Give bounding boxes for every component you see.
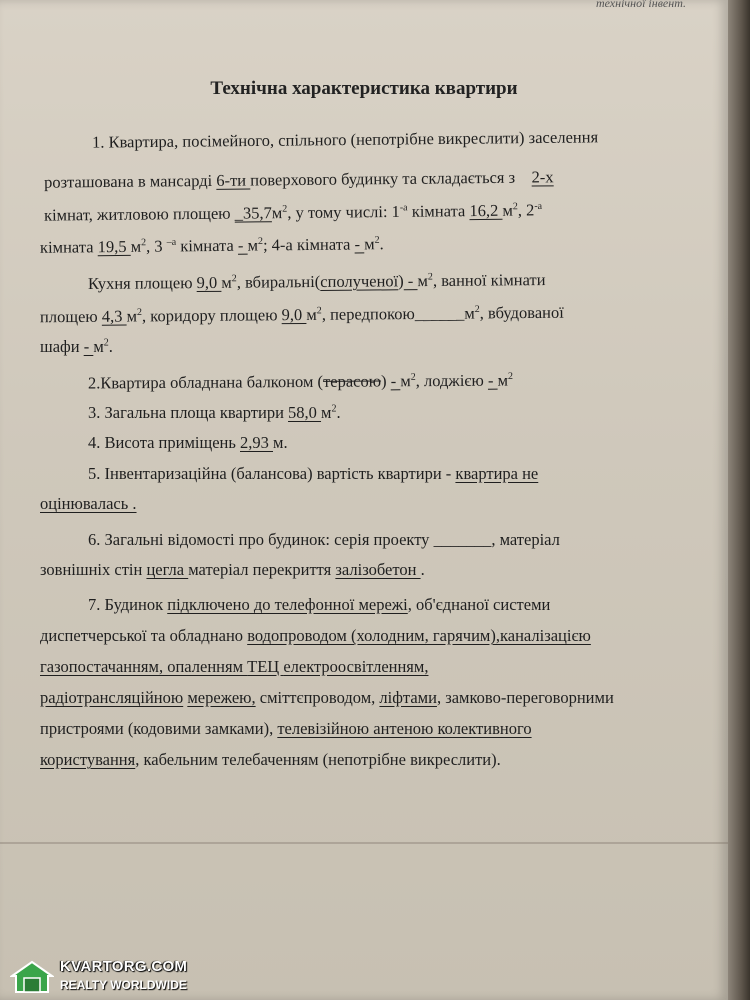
header-corner-text: технічної інвент. bbox=[595, 0, 686, 10]
p8-equipment-line-5: пристроями (кодовими замками), телевізійною антеною колективного bbox=[40, 719, 532, 738]
paper-fold bbox=[0, 842, 728, 844]
p8-equipment-line-3: газопостачанням, опаленням ТЕЦ електроосвітленням, bbox=[40, 657, 429, 676]
p8-equipment-line-6: користування, кабельним телебаченням (непотрібне викреслити). bbox=[40, 750, 501, 769]
p7-building-line-1: 6. Загальні відомості про будинок: серія проекту _______, матеріал bbox=[88, 530, 560, 549]
p8-equipment-line-1: 7. Будинок підключено до телефонної мережі, об'єднаної системи bbox=[88, 595, 551, 614]
p1-line-3: кімнат, житловою площею $\_35,7м^2$, у тому числі: $1^{-а}$ кімната 16,2 $м^2$, $2^{-а}$ bbox=[43, 200, 543, 225]
kvartorg-watermark bbox=[8, 958, 198, 996]
document-title: Технічна характеристика квартири bbox=[210, 78, 518, 99]
p5-height-line: 4. Висота приміщень 2,93 м. bbox=[88, 433, 288, 452]
p8-equipment-line-4: радіотрансляційною мережею, сміттєпроводом, ліфтами, замково-переговорними bbox=[40, 688, 614, 707]
watermark-subtitle: REALTY WORLDWIDE bbox=[60, 978, 187, 992]
watermark-name: KVARTORG.COM bbox=[60, 958, 188, 975]
p2-line-1: Кухня площею 9,0 $м^2$, вбиральні(сполученої) - $м^2$, ванної кімнати bbox=[87, 270, 546, 293]
house-logo-icon bbox=[10, 960, 54, 994]
p1-line-1: 1. Квартира, посімейного, спільного (непотрібне викреслити) заселення bbox=[91, 127, 599, 152]
p6-value-line-1: 5. Інвентаризаційна (балансова) вартість квартири - квартира не bbox=[88, 464, 539, 483]
p1-line-2: розташована в мансарді 6-ти поверхового будинку та складається з 2-х bbox=[43, 167, 554, 192]
p1-line-4: кімната 19,5 $м^2$, 3 $^{-а}$ кімната - $м^2$; 4-а кімната - $м^2$. bbox=[39, 234, 384, 257]
p7-building-line-2: зовнішніх стін цегла матеріал перекриття залізобетон . bbox=[40, 560, 425, 579]
p2-line-3: шафи - $м^2$. bbox=[40, 337, 113, 356]
p6-value-line-2: оцінювалась . bbox=[40, 494, 137, 513]
p8-equipment-line-2: диспетчерської та обладнано водопроводом (холодним, гарячим),каналізацією bbox=[40, 626, 591, 645]
p4-total-area-line: 3. Загальна площа квартири 58,0 $м^2$. bbox=[88, 403, 341, 422]
paper-edge-shadow bbox=[728, 0, 750, 1000]
p3-balcony-line: 2.Квартира обладнана балконом (терасою) - $м^2$, лоджією - $м^2$ bbox=[87, 370, 514, 393]
p2-line-2: площею 4,3 $м^2$, коридору площею 9,0 $м^2$, $передпокою\_\_\_\_\_\_м^2$, вбудованої bbox=[39, 302, 564, 327]
